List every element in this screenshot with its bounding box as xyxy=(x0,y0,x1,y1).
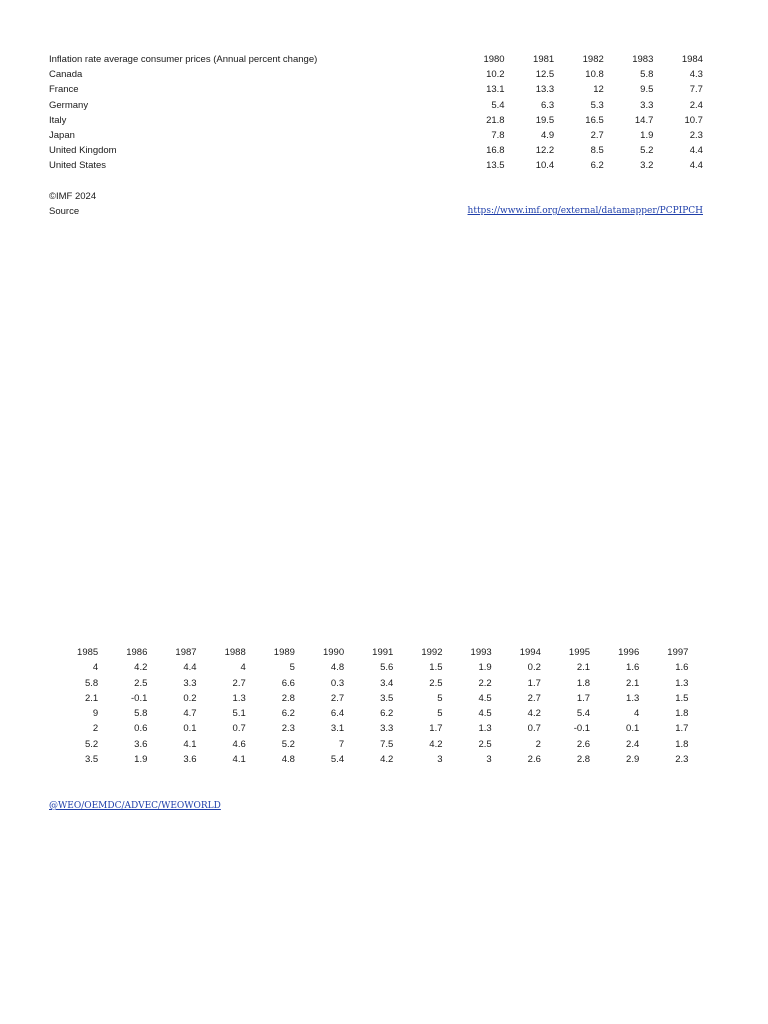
table-cell: 4 xyxy=(633,708,640,720)
table-row xyxy=(49,676,689,691)
table-cell: 5.3 xyxy=(590,99,604,111)
table-cell: 3.4 xyxy=(380,677,394,689)
header-row xyxy=(49,52,703,67)
table-cell: 4.2 xyxy=(527,708,541,720)
year-header: 1981 xyxy=(533,54,555,65)
table-cell: 6.3 xyxy=(540,99,555,111)
table-row xyxy=(49,158,703,173)
copyright-text: ©IMF 2024 xyxy=(49,191,97,202)
table-row xyxy=(49,113,703,128)
table-cell: 6.2 xyxy=(590,160,604,172)
table-cell: 4.2 xyxy=(380,754,394,766)
table-cell: 0.7 xyxy=(232,723,246,735)
year-header: 1994 xyxy=(519,647,541,658)
table-cell: 6.2 xyxy=(380,708,394,720)
table-cell: 4.4 xyxy=(183,662,197,674)
table-cell: 2.5 xyxy=(478,738,492,750)
table-cell: 4.6 xyxy=(232,738,246,750)
table-cell: 1.3 xyxy=(478,723,492,735)
country-name: Germany xyxy=(49,99,89,111)
year-header: 1987 xyxy=(175,647,197,658)
table-cell: 13.3 xyxy=(535,84,555,96)
table-cell: 2.4 xyxy=(626,738,640,750)
table-row xyxy=(49,737,689,752)
table-cell: 0.1 xyxy=(183,723,197,735)
table-cell: 2.1 xyxy=(576,662,591,674)
table-cell: 2.3 xyxy=(281,723,295,735)
table-row xyxy=(49,721,689,736)
table-cell: 2 xyxy=(92,723,99,735)
table-cell: 12 xyxy=(593,84,604,96)
table-cell: 13.5 xyxy=(486,160,505,172)
table-cell: 2.2 xyxy=(478,677,492,689)
table-cell: 7 xyxy=(338,738,345,750)
country-name: Canada xyxy=(49,69,83,81)
year-header: 1993 xyxy=(470,647,492,658)
table-cell: 5.2 xyxy=(281,738,295,750)
table-cell: 1.8 xyxy=(675,708,689,720)
table-cell: 1.6 xyxy=(626,662,640,674)
year-header: 1984 xyxy=(681,54,703,65)
table-cell: 4.1 xyxy=(183,738,197,750)
table-cell: 10.4 xyxy=(535,160,555,172)
table-cell: 3.2 xyxy=(640,160,654,172)
table-row xyxy=(49,752,689,767)
table-cell: 4.2 xyxy=(429,738,443,750)
table-cell: 1.3 xyxy=(232,692,246,704)
table-cell: 12.5 xyxy=(535,69,555,81)
table-cell: 3.5 xyxy=(380,692,394,704)
table-cell: 2.5 xyxy=(429,677,443,689)
table-cell: 3.5 xyxy=(84,754,99,766)
table-cell: 5.2 xyxy=(640,145,654,157)
year-header: 1988 xyxy=(224,647,246,658)
table-cell: 2.7 xyxy=(590,129,604,141)
table-cell: 2.8 xyxy=(281,692,295,704)
table-row xyxy=(49,128,703,143)
table-cell: 5.8 xyxy=(84,677,99,689)
table-cell: 9 xyxy=(92,708,99,720)
table-cell: 1.8 xyxy=(675,738,689,750)
year-header: 1980 xyxy=(483,54,505,65)
table-cell: 8.5 xyxy=(590,145,604,157)
table-cell: 5 xyxy=(289,662,295,674)
year-header: 1990 xyxy=(322,647,345,658)
table-cell: 0.2 xyxy=(527,662,541,674)
table-cell: 1.9 xyxy=(640,129,654,141)
table-cell: 5 xyxy=(437,708,443,720)
table-cell: 7.5 xyxy=(380,738,394,750)
table-cell: 4.5 xyxy=(478,708,492,720)
table-cell: 10.7 xyxy=(684,114,703,126)
table-cell: 1.7 xyxy=(576,692,591,704)
table-cell: 2.3 xyxy=(689,129,703,141)
table-cell: 2.3 xyxy=(675,754,689,766)
table-cell: 6.6 xyxy=(281,677,295,689)
table-cell: 1.3 xyxy=(626,692,640,704)
table-cell: 1.7 xyxy=(429,723,443,735)
table-cell: 4.4 xyxy=(689,145,703,157)
table-row xyxy=(49,691,689,706)
country-name: United States xyxy=(49,160,107,172)
table-cell: 2.9 xyxy=(626,754,640,766)
table-row xyxy=(49,706,689,721)
table-cell: 3.6 xyxy=(134,738,148,750)
source-label: Source xyxy=(49,206,80,217)
table-cell: 1.7 xyxy=(675,723,689,735)
table-row xyxy=(49,67,703,82)
table-cell: 19.5 xyxy=(535,114,555,126)
table-cell: 1.5 xyxy=(675,692,689,704)
table-cell: 4.5 xyxy=(478,692,492,704)
table-cell: 4.8 xyxy=(281,754,295,766)
table-cell: 3 xyxy=(437,754,443,766)
table-cell: 5.4 xyxy=(491,99,505,111)
year-header: 1985 xyxy=(77,647,99,658)
table-title: Inflation rate average consumer prices (Annual percent change) xyxy=(49,54,318,65)
table-cell: -0.1 xyxy=(131,692,148,704)
table-cell: 5.1 xyxy=(232,708,246,720)
table-cell: 1.9 xyxy=(134,754,148,766)
table-cell: 0.7 xyxy=(527,723,541,735)
table-cell: 5.6 xyxy=(380,662,394,674)
year-header: 1992 xyxy=(421,647,443,658)
year-header: 1991 xyxy=(372,647,394,658)
table-cell: 4.3 xyxy=(689,69,703,81)
table-cell: 16.5 xyxy=(585,114,604,126)
table-cell: 3.3 xyxy=(380,723,394,735)
table-cell: 1.6 xyxy=(675,662,689,674)
year-header: 1982 xyxy=(582,54,604,65)
table-cell: 1.5 xyxy=(429,662,443,674)
table-cell: 5.8 xyxy=(640,69,654,81)
table-cell: 16.8 xyxy=(486,145,505,157)
table-cell: 5.8 xyxy=(134,708,148,720)
table-row xyxy=(49,98,703,113)
table-cell: 1.3 xyxy=(675,677,689,689)
table-cell: 2.7 xyxy=(330,692,345,704)
country-name: France xyxy=(49,84,79,96)
table-cell: 0.6 xyxy=(134,723,148,735)
country-name: Italy xyxy=(49,114,67,126)
table-cell: 4 xyxy=(92,662,99,674)
year-header: 1996 xyxy=(618,647,640,658)
table-cell: 5.2 xyxy=(84,738,99,750)
weo-dataset-link[interactable]: @WEO/OEMDC/ADVEC/WEOWORLD xyxy=(49,801,221,811)
table-cell: 4.7 xyxy=(183,708,197,720)
year-header: 1989 xyxy=(273,647,295,658)
table-row xyxy=(49,660,689,675)
table-cell: 4.8 xyxy=(330,662,345,674)
table-cell: 2.6 xyxy=(527,754,541,766)
table-cell: 2.6 xyxy=(576,738,591,750)
inflation-table-1980-1984 xyxy=(49,52,703,174)
table-cell: 2.7 xyxy=(232,677,246,689)
table-cell: 3.3 xyxy=(183,677,197,689)
table-cell: 5 xyxy=(437,692,443,704)
table-cell: 1.7 xyxy=(527,677,541,689)
table-cell: 0.1 xyxy=(626,723,640,735)
inflation-table-1985-1997 xyxy=(49,645,689,767)
table-row xyxy=(49,143,703,158)
table-cell: 2.8 xyxy=(576,754,591,766)
table-cell: 4.9 xyxy=(540,129,555,141)
table-cell: 3.3 xyxy=(640,99,654,111)
table-cell: 6.2 xyxy=(281,708,295,720)
table-cell: 3.6 xyxy=(183,754,197,766)
table-cell: 4.2 xyxy=(134,662,148,674)
source-link[interactable]: https://www.imf.org/external/datamapper/PCPIPCH xyxy=(467,206,703,216)
source-line xyxy=(49,204,703,219)
table-cell: 3.1 xyxy=(330,723,345,735)
table-cell: 0.3 xyxy=(330,677,345,689)
year-header: 1986 xyxy=(126,647,148,658)
table-row xyxy=(49,82,703,97)
country-name: Japan xyxy=(49,129,75,141)
table-cell: 1.8 xyxy=(576,677,591,689)
table-cell: -0.1 xyxy=(573,723,591,735)
table-cell: 7.7 xyxy=(689,84,703,96)
year-header: 1997 xyxy=(667,647,689,658)
table-cell: 12.2 xyxy=(535,145,555,157)
table-cell: 7.8 xyxy=(491,129,505,141)
table-cell: 9.5 xyxy=(640,84,654,96)
table-cell: 2.5 xyxy=(134,677,148,689)
year-header: 1995 xyxy=(568,647,591,658)
table-cell: 3 xyxy=(486,754,492,766)
table-cell: 1.9 xyxy=(478,662,492,674)
table-cell: 4 xyxy=(240,662,246,674)
table-cell: 5.4 xyxy=(330,754,345,766)
table-cell: 5.4 xyxy=(576,708,591,720)
country-name: United Kingdom xyxy=(49,145,117,157)
year-header: 1983 xyxy=(632,54,654,65)
table-cell: 6.4 xyxy=(330,708,345,720)
table-cell: 2.4 xyxy=(689,99,703,111)
header-row xyxy=(49,645,689,660)
table-cell: 10.2 xyxy=(486,69,505,81)
table-cell: 21.8 xyxy=(486,114,505,126)
table-cell: 4.1 xyxy=(232,754,246,766)
table-cell: 2.1 xyxy=(626,677,640,689)
table-cell: 14.7 xyxy=(634,114,654,126)
table-cell: 0.2 xyxy=(183,692,197,704)
table-cell: 10.8 xyxy=(585,69,604,81)
table-cell: 2 xyxy=(535,738,541,750)
table-cell: 4.4 xyxy=(689,160,703,172)
copyright-line xyxy=(49,189,703,204)
table-cell: 13.1 xyxy=(486,84,505,96)
table-cell: 2.1 xyxy=(84,692,99,704)
table-cell: 2.7 xyxy=(527,692,541,704)
